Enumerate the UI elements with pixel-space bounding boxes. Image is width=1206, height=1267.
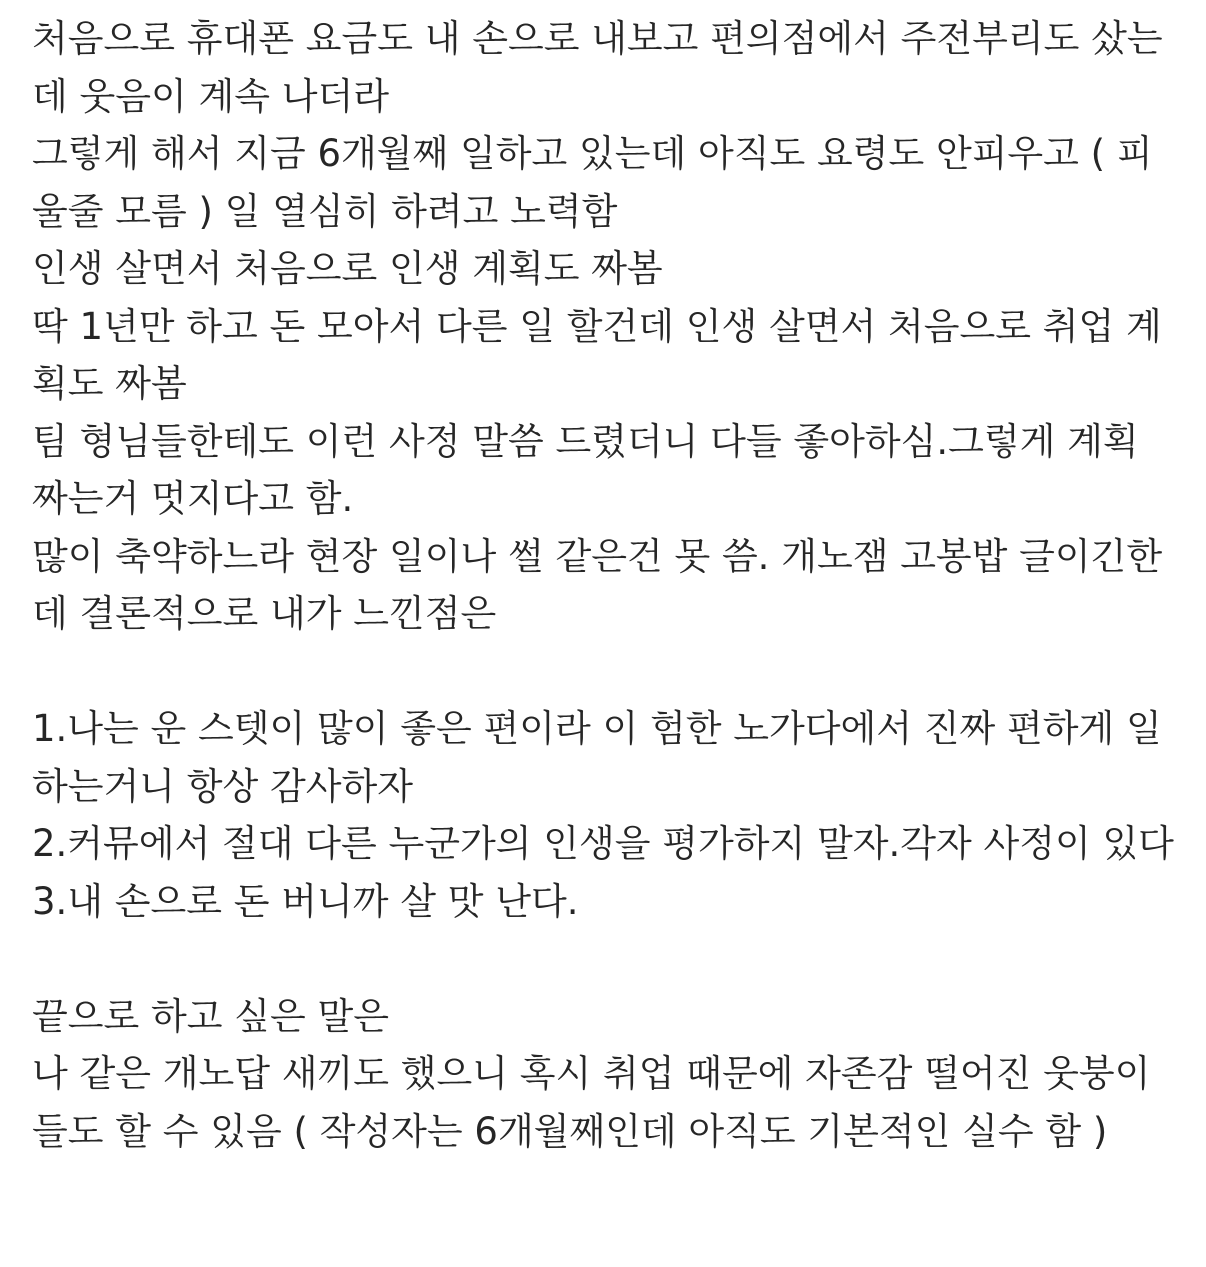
text-line: 처음으로 휴대폰 요금도 내 손으로 내보고 편의점에서 주전부리도 샀는 — [32, 17, 1163, 60]
text-line: 끝으로 하고 싶은 말은 — [32, 994, 389, 1038]
text-line: 데 웃음이 계속 나더라 — [32, 74, 389, 118]
list-item-line: 2.커뮤에서 절대 다른 누군가의 인생을 평가하지 말자.각자 사정이 있다 — [32, 822, 1174, 865]
text-line: 획도 짜봄 — [32, 362, 187, 405]
text-line: 나 같은 개노답 새끼도 했으니 혹시 취업 때문에 자존감 떨어진 웃붕이 — [32, 1052, 1151, 1095]
closing-paragraph — [32, 988, 1192, 1161]
text-line: 울줄 모름 ) 일 열심히 하려고 노력함 — [32, 189, 618, 233]
numbered-list — [32, 700, 1192, 930]
paragraph-spacer — [32, 643, 1192, 701]
paragraph-spacer — [32, 930, 1192, 988]
list-item-line: 하는거니 항상 감사하자 — [32, 764, 413, 808]
text-line: 데 결론적으로 내가 느낀점은 — [32, 592, 497, 635]
text-line: 인생 살면서 처음으로 인생 계획도 짜봄 — [32, 247, 663, 290]
text-line: 짜는거 멋지다고 함. — [32, 477, 354, 520]
text-line: 팀 형님들한테도 이런 사정 말씀 드렸더니 다들 좋아하심.그렇게 계획 — [32, 419, 1139, 463]
list-item-line: 3.내 손으로 돈 버니까 살 맛 난다. — [32, 879, 579, 923]
text-line: 딱 1년만 하고 돈 모아서 다른 일 할건데 인생 살면서 처음으로 취업 계 — [32, 304, 1162, 348]
text-line: 들도 할 수 있음 ( 작성자는 6개월째인데 아직도 기본적인 실수 함 ) — [32, 1109, 1108, 1153]
text-line: 많이 축약하느라 현장 일이나 썰 같은건 못 씀. 개노잼 고봉밥 글이긴한 — [32, 534, 1163, 578]
list-item-line: 1.나는 운 스텟이 많이 좋은 편이라 이 험한 노가다에서 진짜 편하게 일 — [32, 707, 1162, 750]
paragraph — [32, 10, 1192, 643]
text-line: 그렇게 해서 지금 6개월째 일하고 있는데 아직도 요령도 안피우고 ( 피 — [32, 132, 1153, 175]
post-body — [32, 10, 1192, 1160]
